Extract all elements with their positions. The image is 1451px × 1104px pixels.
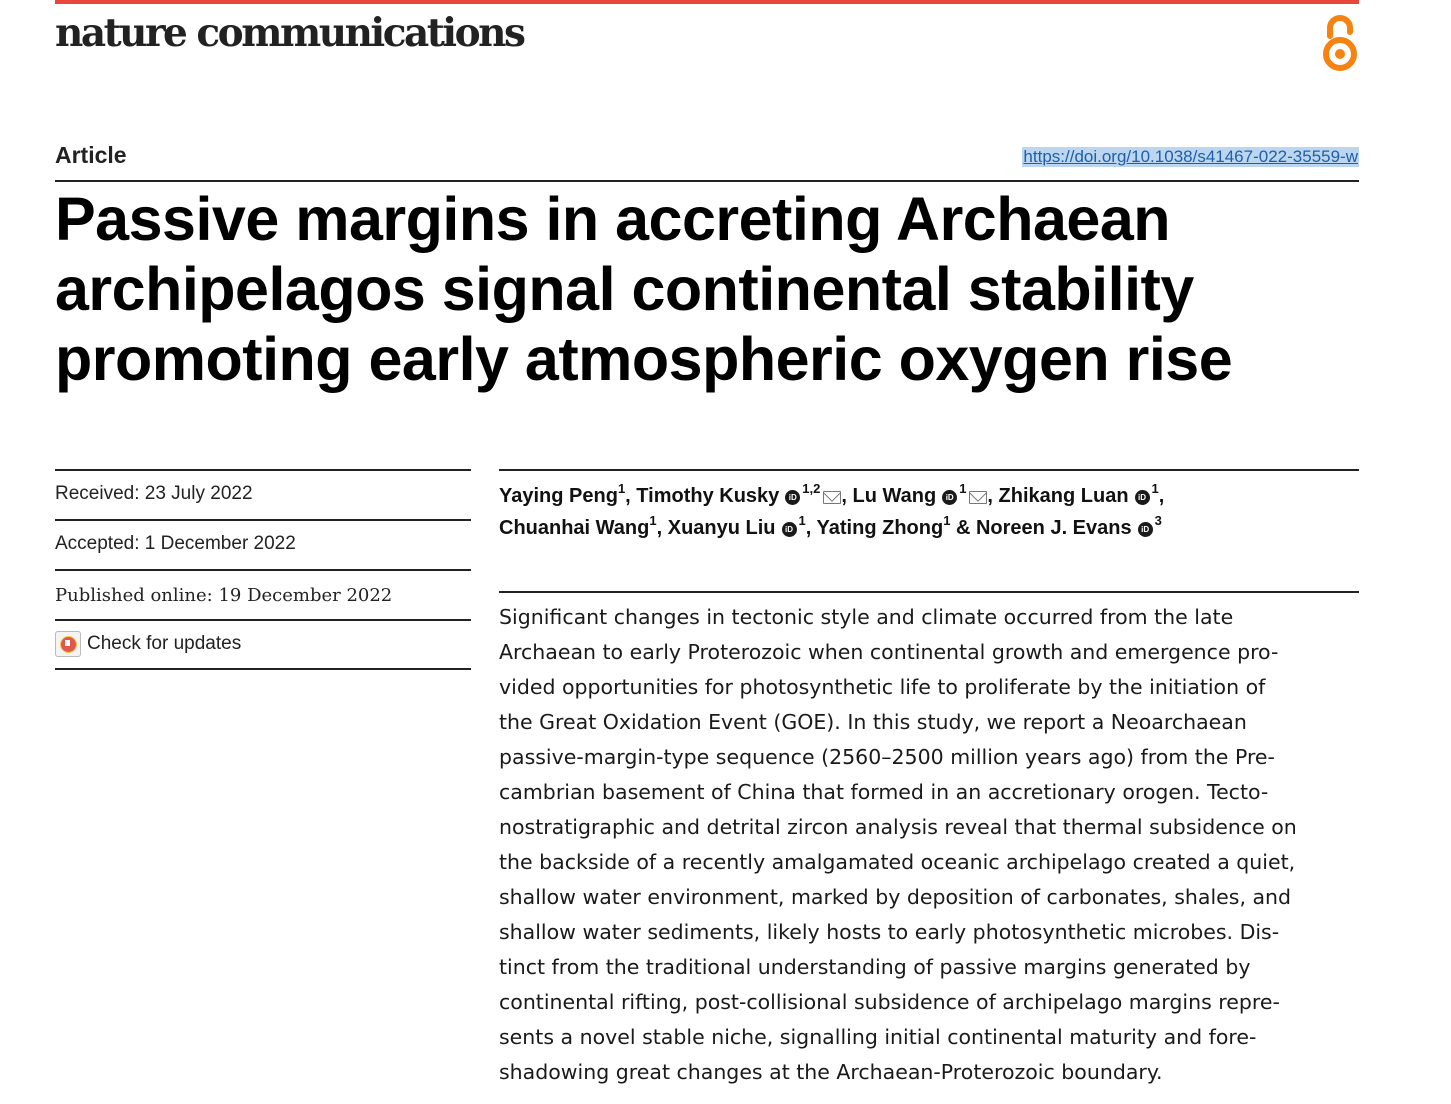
top-accent-bar (55, 0, 1359, 4)
abstract-line: continental rifting, post-collisional subsidence of archipelago margins repre- (499, 990, 1280, 1014)
abstract-line: the backside of a recently amalgamated oceanic archipelago created a quiet, (499, 850, 1296, 874)
author-separator: , (841, 485, 853, 507)
author-separator: , (805, 517, 817, 539)
title-line: promoting early atmospheric oxygen rise (55, 325, 1233, 393)
abstract-line: shallow water environment, marked by deposition of carbonates, shales, and (499, 885, 1292, 909)
title-line: archipelagos signal continental stability (55, 255, 1194, 323)
author-separator: , (656, 517, 668, 539)
authors-top-divider (499, 469, 1359, 471)
abstract-line: the Great Oxidation Event (GOE). In this study, we report a Neoarchaean (499, 710, 1247, 734)
affiliation-superscript: 1 (943, 513, 951, 528)
abstract-line: passive-margin-type sequence (2560–2500 million years ago) from the Pre- (499, 745, 1275, 769)
journal-name: nature communications (55, 10, 524, 56)
abstract-line: cambrian basement of China that formed in an accretionary orogen. Tecto- (499, 780, 1269, 804)
abstract (499, 600, 1361, 1090)
author-name[interactable]: Timothy Kusky (636, 485, 780, 507)
meta-divider (55, 469, 471, 471)
affiliation-superscript: 1 (649, 513, 657, 528)
meta-divider (55, 569, 471, 571)
affiliation-superscript: 1 (798, 513, 806, 528)
email-icon[interactable] (823, 491, 841, 504)
orcid-icon[interactable]: iD (1138, 522, 1153, 537)
abstract-line: Archaean to early Proterozoic when continental growth and emergence pro- (499, 640, 1279, 664)
abstract-line: tinct from the traditional understanding of passive margins generated by (499, 955, 1251, 979)
abstract-line: vided opportunities for photosynthetic life to proliferate by the initiation of (499, 675, 1266, 699)
orcid-icon[interactable]: iD (782, 522, 797, 537)
meta-divider (55, 619, 471, 621)
check-for-updates-label: Check for updates (87, 633, 242, 654)
author-list (499, 480, 1359, 544)
abstract-line: shallow water sediments, likely hosts to early photosynthetic microbes. Dis- (499, 920, 1280, 944)
check-for-updates-button[interactable] (55, 631, 471, 657)
author-name[interactable]: Chuanhai Wang (499, 517, 650, 539)
accepted-date: Accepted: 1 December 2022 (55, 533, 296, 554)
doi-link[interactable]: https://doi.org/10.1038/s41467-022-35559-w (1023, 147, 1358, 166)
article-title (55, 184, 1355, 394)
received-date: Received: 23 July 2022 (55, 483, 253, 504)
author-separator: , (625, 485, 637, 507)
affiliation-superscript: 3 (1154, 513, 1162, 528)
open-access-icon[interactable] (1316, 10, 1364, 74)
author-separator: & (950, 517, 976, 539)
orcid-icon[interactable]: iD (1135, 490, 1150, 505)
affiliation-superscript: 1 (1151, 481, 1159, 496)
author-name[interactable]: Xuanyu Liu (667, 517, 776, 539)
affiliation-superscript: 1 (617, 481, 626, 496)
meta-divider (55, 519, 471, 521)
meta-divider (55, 668, 471, 670)
article-type-label: Article (55, 142, 127, 168)
abstract-divider (499, 591, 1359, 593)
author-name[interactable]: Zhikang Luan (998, 485, 1129, 507)
author-separator: , (987, 485, 999, 507)
crossmark-icon (55, 631, 81, 657)
author-name[interactable]: Noreen J. Evans (975, 517, 1132, 539)
header-divider (55, 180, 1359, 182)
orcid-icon[interactable]: iD (785, 490, 800, 505)
affiliation-superscript: 1,2 (802, 481, 821, 496)
author-name[interactable]: Yating Zhong (816, 517, 944, 539)
abstract-line: Significant changes in tectonic style and climate occurred from the late (499, 605, 1234, 629)
abstract-line: shadowing great changes at the Archaean-Proterozoic boundary. (499, 1060, 1163, 1084)
published-date: Published online: 19 December 2022 (55, 585, 393, 606)
email-icon[interactable] (969, 491, 987, 504)
affiliation-superscript: 1 (959, 481, 967, 496)
abstract-line: sents a novel stable niche, signalling initial continental maturity and fore- (499, 1025, 1257, 1049)
author-name[interactable]: Yaying Peng (499, 485, 618, 507)
orcid-icon[interactable]: iD (942, 490, 957, 505)
author-separator: , (1158, 485, 1165, 507)
author-name[interactable]: Lu Wang (852, 485, 937, 507)
abstract-line: nostratigraphic and detrital zircon analysis reveal that thermal subsidence on (499, 815, 1297, 839)
title-line: Passive margins in accreting Archaean (55, 185, 1171, 253)
